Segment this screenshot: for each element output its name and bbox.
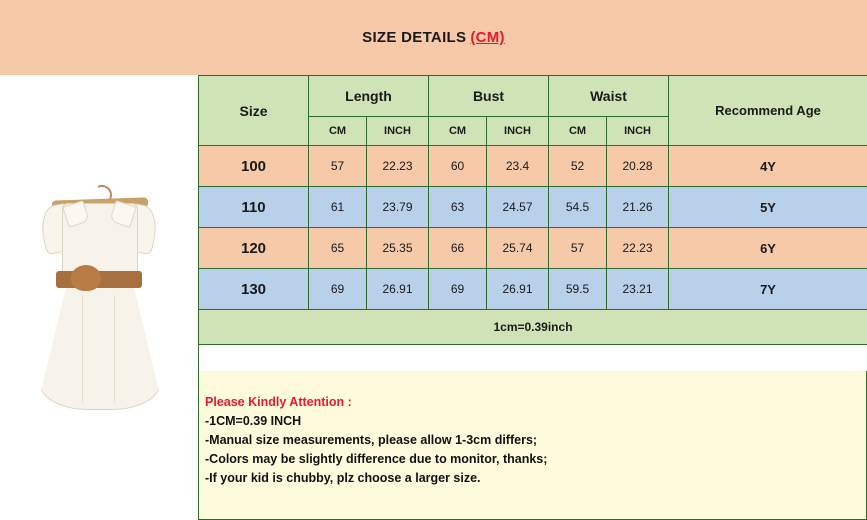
cell-length-inch: 23.79 — [367, 187, 429, 228]
cell-bust-inch: 24.57 — [487, 187, 549, 228]
cell-age: 7Y — [669, 269, 867, 310]
cell-waist-inch: 20.28 — [607, 146, 669, 187]
cell-length-cm: 69 — [309, 269, 367, 310]
cell-waist-cm: 59.5 — [549, 269, 607, 310]
header-length: Length — [309, 76, 429, 117]
header-bust: Bust — [429, 76, 549, 117]
cell-length-cm: 65 — [309, 228, 367, 269]
cell-size: 130 — [199, 269, 309, 310]
page-title-text: SIZE DETAILS — [362, 29, 467, 46]
table-row — [199, 146, 867, 187]
header-bust-cm: CM — [429, 117, 487, 146]
cell-waist-cm: 52 — [549, 146, 607, 187]
conversion-note: 1cm=0.39inch — [199, 310, 867, 345]
cell-length-inch: 22.23 — [367, 146, 429, 187]
cell-bust-cm: 60 — [429, 146, 487, 187]
cell-waist-inch: 21.26 — [607, 187, 669, 228]
cell-size: 100 — [199, 146, 309, 187]
cell-bust-cm: 63 — [429, 187, 487, 228]
cell-age: 4Y — [669, 146, 867, 187]
product-image — [0, 135, 198, 465]
cell-waist-cm: 54.5 — [549, 187, 607, 228]
table-row — [199, 187, 867, 228]
cell-age: 5Y — [669, 187, 867, 228]
dress-illustration — [24, 185, 174, 415]
size-table — [198, 75, 867, 345]
table-footer-row — [199, 310, 867, 345]
product-image-panel — [0, 75, 199, 520]
cell-waist-cm: 57 — [549, 228, 607, 269]
attention-line-3: -Colors may be slightly difference due to monitor, thanks; — [205, 452, 548, 466]
attention-line-4: -If your kid is chubby, plz choose a larger size. — [205, 471, 481, 485]
attention-panel — [198, 371, 867, 520]
header-size: Size — [199, 76, 309, 146]
header-bust-inch: INCH — [487, 117, 549, 146]
cell-size: 110 — [199, 187, 309, 228]
page-title-unit: (CM) — [470, 29, 505, 46]
dress-skirt-fold — [114, 295, 115, 403]
cell-length-inch: 26.91 — [367, 269, 429, 310]
cell-length-inch: 25.35 — [367, 228, 429, 269]
cell-waist-inch: 23.21 — [607, 269, 669, 310]
cell-length-cm: 61 — [309, 187, 367, 228]
cell-bust-cm: 69 — [429, 269, 487, 310]
dress-belt-bow — [71, 265, 101, 291]
cell-age: 6Y — [669, 228, 867, 269]
table-row — [199, 269, 867, 310]
dress-skirt — [40, 286, 160, 410]
header-length-inch: INCH — [367, 117, 429, 146]
header-length-cm: CM — [309, 117, 367, 146]
table-header-row-groups — [199, 76, 867, 117]
table-row — [199, 228, 867, 269]
header-waist-inch: INCH — [607, 117, 669, 146]
header-waist: Waist — [549, 76, 669, 117]
cell-bust-cm: 66 — [429, 228, 487, 269]
cell-size: 120 — [199, 228, 309, 269]
cell-length-cm: 57 — [309, 146, 367, 187]
header-recommend-age: Recommend Age — [669, 76, 867, 146]
cell-bust-inch: 23.4 — [487, 146, 549, 187]
header-waist-cm: CM — [549, 117, 607, 146]
page-title — [362, 29, 505, 46]
cell-waist-inch: 22.23 — [607, 228, 669, 269]
cell-bust-inch: 26.91 — [487, 269, 549, 310]
dress-skirt-fold — [82, 295, 83, 403]
header-banner — [0, 0, 867, 75]
cell-bust-inch: 25.74 — [487, 228, 549, 269]
attention-line-1: -1CM=0.39 INCH — [205, 414, 302, 428]
attention-line-2: -Manual size measurements, please allow 1-3cm differs; — [205, 433, 538, 447]
attention-title: Please Kindly Attention : — [205, 395, 352, 409]
